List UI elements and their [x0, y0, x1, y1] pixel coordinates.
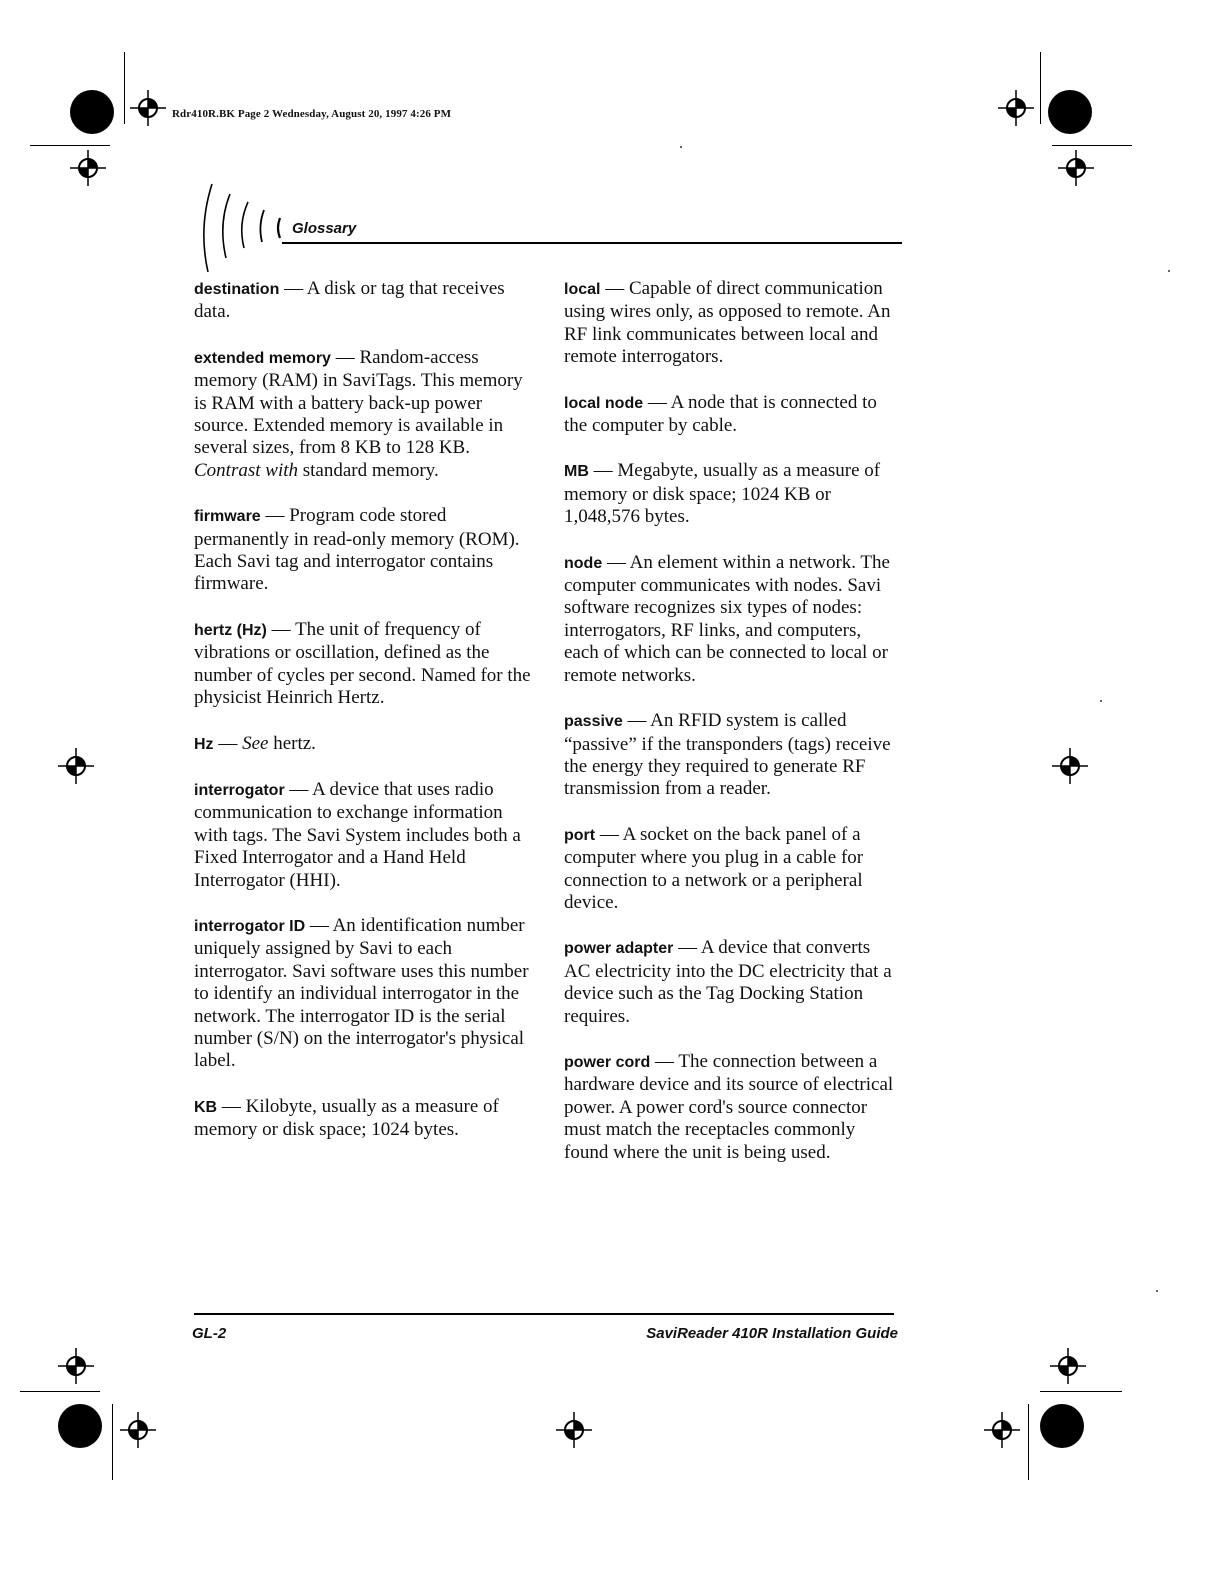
- glossary-left-column: [194, 278, 536, 1165]
- glossary-definition: Capable of direct communication using wires only, as opposed to remote. An RF link communicates between local and remote interrogators.: [564, 278, 891, 368]
- entry-separator: —: [650, 1050, 679, 1072]
- glossary-definition: hertz.: [273, 732, 316, 754]
- entry-separator: —: [600, 278, 629, 299]
- glossary-term: destination: [194, 281, 280, 298]
- registration-mark-icon: [984, 1412, 1020, 1448]
- entry-separator: —: [305, 914, 333, 936]
- glossary-term: KB: [194, 1098, 218, 1116]
- header-rule: [282, 242, 902, 244]
- glossary-definition: Kilobyte, usually as a measure of memory or disk space; 1024 bytes.: [194, 1095, 499, 1141]
- registration-mark-icon: [58, 748, 94, 784]
- entry-separator: —: [622, 710, 651, 732]
- glossary-definition: An RFID system is called “passive” if the transponders (tags) receive the energy they required to generate RF transmission from a reader.: [564, 710, 891, 800]
- entry-separator: —: [602, 551, 630, 573]
- glossary-entry: [564, 552, 900, 687]
- glossary-term: firmware: [194, 508, 261, 526]
- scan-speck: [1168, 270, 1170, 272]
- registration-mark-icon: [998, 90, 1034, 126]
- entry-separator: —: [284, 778, 313, 800]
- glossary-definition: The unit of frequency of vibrations or oscillation, defined as the number of cycles per second. Named for the physicist Heinrich Hertz.: [194, 618, 531, 709]
- crop-line: [1052, 145, 1132, 146]
- page-number: GL-2: [192, 1325, 227, 1342]
- cross-reference-target: standard memory.: [302, 459, 439, 481]
- registration-mark-icon: [58, 1348, 94, 1384]
- registration-mark-icon: [130, 90, 166, 126]
- print-job-info: Rdr410R.BK Page 2 Wednesday, August 20, 1997 4:26 PM: [172, 108, 452, 120]
- crop-line: [124, 52, 125, 124]
- glossary-entry: [564, 278, 900, 369]
- glossary-term: local node: [564, 394, 644, 412]
- registration-dot-bottom-right: [1040, 1404, 1084, 1448]
- glossary-term: local: [564, 281, 601, 298]
- glossary-entry: [564, 710, 900, 801]
- glossary-entry: [564, 1051, 900, 1164]
- glossary-entry: [564, 937, 900, 1028]
- glossary-entry: [564, 392, 900, 438]
- glossary-entry: [194, 619, 536, 710]
- crop-line: [30, 145, 110, 146]
- glossary-term: node: [564, 554, 603, 572]
- crop-line: [20, 1391, 100, 1392]
- glossary-term: passive: [564, 713, 623, 731]
- glossary-definition: Megabyte, usually as a measure of memory or disk space; 1024 KB or 1,048,576 bytes.: [564, 460, 881, 528]
- entry-separator: —: [266, 618, 296, 640]
- glossary-entry: [194, 505, 536, 596]
- scan-speck: [680, 146, 682, 148]
- registration-dot-top-left: [70, 90, 114, 134]
- glossary-definition: Random-access memory (RAM) in SaviTags. This memory is RAM with a battery back-up power source. Extended memory is available in several sizes, from 8 KB to 128 KB.: [194, 346, 523, 459]
- entry-separator: —: [588, 460, 618, 482]
- entry-separator: —: [213, 732, 243, 754]
- glossary-definition: An identification number uniquely assigned by Savi to each interrogator. Savi software uses this number to identify an individual interrogator in the network. The interrogator ID is the serial number (S/N) on the interrogator's physical label.: [194, 914, 529, 1072]
- registration-mark-icon: [1050, 1348, 1086, 1384]
- cross-reference: See: [242, 732, 269, 754]
- entry-separator: —: [260, 505, 290, 527]
- glossary-term: hertz (Hz): [194, 621, 267, 639]
- glossary-term: Hz: [194, 735, 214, 753]
- crop-line: [1040, 52, 1041, 124]
- radio-wave-icon: [196, 180, 292, 276]
- section-title: Glossary: [292, 220, 357, 237]
- registration-mark-icon: [1052, 748, 1088, 784]
- crop-line: [1040, 1391, 1122, 1392]
- footer-rule: [194, 1313, 894, 1315]
- glossary-term: power adapter: [564, 940, 674, 958]
- glossary-definition: A socket on the back panel of a computer where you plug in a cable for connection to a network or a peripheral device.: [564, 823, 864, 913]
- glossary-entry: [194, 347, 536, 482]
- scan-speck: [1156, 1290, 1158, 1292]
- entry-separator: —: [217, 1095, 246, 1117]
- registration-dot-top-right: [1048, 90, 1092, 134]
- scan-speck: [1100, 700, 1102, 702]
- entry-separator: —: [643, 391, 671, 413]
- glossary-term: interrogator: [194, 781, 285, 799]
- entry-separator: —: [279, 278, 307, 299]
- registration-mark-icon: [556, 1412, 592, 1448]
- registration-mark-icon: [70, 150, 106, 186]
- glossary-definition: Program code stored permanently in read-only memory (ROM). Each Savi tag and interrogator contains firmware.: [194, 505, 520, 595]
- glossary-term: extended memory: [194, 349, 331, 367]
- glossary-term: interrogator ID: [194, 917, 306, 935]
- registration-mark-icon: [120, 1412, 156, 1448]
- registration-dot-bottom-left: [58, 1404, 102, 1448]
- glossary-entry: [194, 278, 536, 324]
- registration-mark-icon: [1058, 150, 1094, 186]
- glossary-definition: The connection between a hardware device and its source of electrical power. A power cord's source connector must match the receptacles commonly found where the unit is being used.: [564, 1050, 894, 1163]
- entry-separator: —: [673, 937, 701, 959]
- glossary-entry: [194, 915, 536, 1073]
- crop-line: [1028, 1404, 1029, 1480]
- glossary-definition: A node that is connected to the computer by cable.: [564, 391, 877, 437]
- entry-separator: —: [330, 346, 360, 368]
- book-title: SaviReader 410R Installation Guide: [646, 1325, 898, 1342]
- glossary-definition: A device that uses radio communication to exchange information with tags. The Savi System includes both a Fixed Interrogator and a Hand Held Interrogator (HHI).: [194, 778, 521, 891]
- crop-line: [112, 1404, 113, 1480]
- glossary-definition: A device that converts AC electricity into the DC electricity that a device such as the Tag Docking Station requires.: [564, 937, 892, 1027]
- entry-separator: —: [595, 823, 623, 845]
- cross-reference: Contrast with: [194, 459, 298, 481]
- glossary-right-column: [564, 278, 900, 1187]
- glossary-entry: [564, 460, 900, 528]
- glossary-term: port: [564, 826, 596, 844]
- glossary-entry: [194, 733, 536, 756]
- glossary-entry: [564, 824, 900, 915]
- glossary-term: MB: [564, 463, 589, 481]
- glossary-term: power cord: [564, 1053, 651, 1071]
- glossary-entry: [194, 1096, 536, 1142]
- glossary-entry: [194, 779, 536, 892]
- glossary-definition: A disk or tag that receives data.: [194, 278, 505, 323]
- glossary-definition: An element within a network. The computer communicates with nodes. Savi software recognizes six types of nodes: interrogators, RF links, and computers, each of which can be connected to local or remote networks.: [564, 551, 890, 686]
